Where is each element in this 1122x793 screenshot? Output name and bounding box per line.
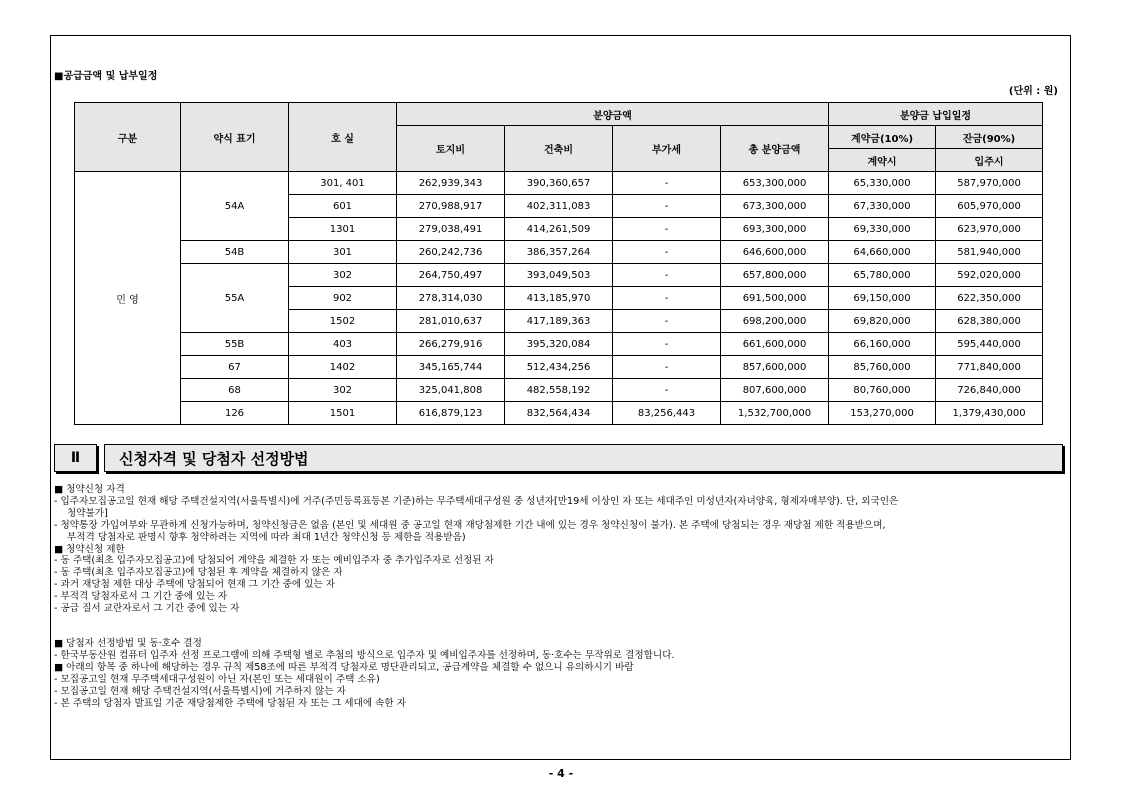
type-cell: 54B	[181, 241, 289, 264]
land-cell: 616,879,123	[397, 402, 505, 425]
deposit-cell: 80,760,000	[829, 379, 936, 402]
unit-cell: 301, 401	[289, 172, 397, 195]
balance-cell: 1,379,430,000	[936, 402, 1043, 425]
bullet-heading: ■ 청약신청 자격	[54, 484, 125, 495]
bullet-heading: ■ 청약신청 제한	[54, 543, 125, 555]
section-number: Ⅱ	[54, 444, 97, 472]
total-cell: 653,300,000	[721, 172, 829, 195]
land-cell: 266,279,916	[397, 333, 505, 356]
balance-cell: 605,970,000	[936, 195, 1043, 218]
table-row	[75, 333, 1043, 356]
table-row	[75, 356, 1043, 379]
list-item: - 청약통장 가입여부와 무관하게 신청가능하며, 청약신청금은 없음 (본인 및 세대원 중 공고일 현재 재당첨제한 기간 내에 있는 경우 청약신청이 불가). 본 주택에 당첨되는 경우 재당첨 제한 적용받으며,	[54, 519, 886, 531]
header-deposit-when: 계약시	[829, 149, 936, 172]
section-heading	[54, 440, 1065, 474]
land-cell: 345,165,744	[397, 356, 505, 379]
deposit-cell: 69,820,000	[829, 310, 936, 333]
balance-cell: 726,840,000	[936, 379, 1043, 402]
vat-cell: -	[613, 310, 721, 333]
building-cell: 402,311,083	[505, 195, 613, 218]
deposit-cell: 67,330,000	[829, 195, 936, 218]
type-cell: 55B	[181, 333, 289, 356]
land-cell: 279,038,491	[397, 218, 505, 241]
header-balance: 잔금(90%)	[936, 126, 1043, 149]
balance-cell: 622,350,000	[936, 287, 1043, 310]
total-cell: 673,300,000	[721, 195, 829, 218]
deposit-cell: 65,330,000	[829, 172, 936, 195]
section-heading-title: 신청자격 및 당첨자 선정방법	[104, 444, 1063, 472]
total-cell: 661,600,000	[721, 333, 829, 356]
balance-cell: 628,380,000	[936, 310, 1043, 333]
land-cell: 281,010,637	[397, 310, 505, 333]
type-cell: 54A	[181, 172, 289, 241]
header-sale-amount: 분양금액	[397, 103, 829, 126]
list-item: - 공급 질서 교란자로서 그 기간 중에 있는 자	[54, 603, 240, 615]
vat-cell: -	[613, 172, 721, 195]
bullet-heading: ■ 당첨자 선정방법 및 동·호수 결정	[54, 637, 202, 649]
land-cell: 278,314,030	[397, 287, 505, 310]
list-item: - 본 주택의 당첨자 발표일 기준 재당첨제한 주택에 당첨된 자 또는 그 세대에 속한 자	[54, 697, 406, 709]
balance-cell: 587,970,000	[936, 172, 1043, 195]
unit-cell: 301	[289, 241, 397, 264]
table-row	[75, 172, 1043, 195]
unit-cell: 1402	[289, 356, 397, 379]
body-text	[54, 484, 1064, 709]
type-cell: 67	[181, 356, 289, 379]
list-item: - 모집공고일 현재 해당 주택건설지역(서울특별시)에 거주하지 않는 자	[54, 685, 346, 697]
list-item: - 동 주택(최초 입주자모집공고)에 당첨되어 계약을 체결한 자 또는 예비입주자 중 추가입주자로 선정된 자	[54, 555, 494, 567]
balance-cell: 623,970,000	[936, 218, 1043, 241]
vat-cell: -	[613, 264, 721, 287]
total-cell: 698,200,000	[721, 310, 829, 333]
land-cell: 262,939,343	[397, 172, 505, 195]
header-balance-when: 입주시	[936, 149, 1043, 172]
section-title: ■공급금액 및 납부일정	[54, 71, 158, 82]
page-number: - 4 -	[548, 767, 574, 780]
type-cell: 68	[181, 379, 289, 402]
unit-cell: 302	[289, 379, 397, 402]
header-type: 약식 표기	[181, 103, 289, 172]
land-cell: 270,988,917	[397, 195, 505, 218]
building-cell: 832,564,434	[505, 402, 613, 425]
header-unit: 호 실	[289, 103, 397, 172]
total-cell: 693,300,000	[721, 218, 829, 241]
vat-cell: 83,256,443	[613, 402, 721, 425]
total-cell: 857,600,000	[721, 356, 829, 379]
list-item-continued: 청약불가]	[67, 507, 108, 519]
vat-cell: -	[613, 333, 721, 356]
list-item: - 모집공고일 현재 무주택세대구성원이 아닌 자(본인 또는 세대원이 주택 소유)	[54, 673, 380, 685]
table-row	[75, 241, 1043, 264]
category-cell: 민 영	[75, 172, 181, 425]
unit-cell: 302	[289, 264, 397, 287]
land-cell: 325,041,808	[397, 379, 505, 402]
unit-cell: 902	[289, 287, 397, 310]
type-cell: 55A	[181, 264, 289, 333]
vat-cell: -	[613, 379, 721, 402]
building-cell: 417,189,363	[505, 310, 613, 333]
table-row	[75, 379, 1043, 402]
table-row	[75, 264, 1043, 287]
total-cell: 646,600,000	[721, 241, 829, 264]
vat-cell: -	[613, 287, 721, 310]
header-total: 총 분양금액	[721, 126, 829, 172]
building-cell: 395,320,084	[505, 333, 613, 356]
building-cell: 386,357,264	[505, 241, 613, 264]
unit-cell: 403	[289, 333, 397, 356]
deposit-cell: 64,660,000	[829, 241, 936, 264]
list-item: - 과거 재당첨 제한 대상 주택에 당첨되어 현재 그 기간 중에 있는 자	[54, 579, 336, 591]
list-item: - 입주자모집공고일 현재 해당 주택건설지역(서울특별시)에 거주(주민등록표등본 기준)하는 무주택세대구성원 중 성년자[만19세 이상인 자 또는 세대주인 미성년자(자녀양육, 형제자매부양). 단, 외국인은	[54, 495, 899, 507]
header-land: 토지비	[397, 126, 505, 172]
building-cell: 482,558,192	[505, 379, 613, 402]
balance-cell: 771,840,000	[936, 356, 1043, 379]
bullet-heading: ■ 아래의 항목 중 하나에 해당하는 경우 규칙 제58조에 따른 부적격 당첨자로 명단관리되고, 공급계약을 체결할 수 없으니 유의하시기 바람	[54, 661, 634, 673]
building-cell: 390,360,657	[505, 172, 613, 195]
building-cell: 512,434,256	[505, 356, 613, 379]
header-deposit: 계약금(10%)	[829, 126, 936, 149]
table-row	[75, 402, 1043, 425]
header-schedule: 분양금 납입일정	[829, 103, 1043, 126]
land-cell: 260,242,736	[397, 241, 505, 264]
building-cell: 414,261,509	[505, 218, 613, 241]
total-cell: 807,600,000	[721, 379, 829, 402]
list-item: - 동 주택(최초 입주자모집공고)에 당첨된 후 계약을 체결하지 않은 자	[54, 567, 343, 579]
vat-cell: -	[613, 218, 721, 241]
header-building: 건축비	[505, 126, 613, 172]
unit-cell: 601	[289, 195, 397, 218]
header-vat: 부가세	[613, 126, 721, 172]
list-item-continued: 부적격 당첨자로 판명시 향후 청약하려는 지역에 따라 최대 1년간 청약신청 등 제한을 적용받음)	[67, 531, 466, 543]
deposit-cell: 69,150,000	[829, 287, 936, 310]
unit-label: (단위 : 원)	[1008, 86, 1058, 97]
land-cell: 264,750,497	[397, 264, 505, 287]
type-cell: 126	[181, 402, 289, 425]
deposit-cell: 66,160,000	[829, 333, 936, 356]
unit-cell: 1501	[289, 402, 397, 425]
header-category: 구분	[75, 103, 181, 172]
vat-cell: -	[613, 356, 721, 379]
building-cell: 393,049,503	[505, 264, 613, 287]
deposit-cell: 65,780,000	[829, 264, 936, 287]
deposit-cell: 85,760,000	[829, 356, 936, 379]
total-cell: 657,800,000	[721, 264, 829, 287]
deposit-cell: 153,270,000	[829, 402, 936, 425]
balance-cell: 592,020,000	[936, 264, 1043, 287]
total-cell: 1,532,700,000	[721, 402, 829, 425]
deposit-cell: 69,330,000	[829, 218, 936, 241]
unit-cell: 1301	[289, 218, 397, 241]
list-item: - 부적격 당첨자로서 그 기간 중에 있는 자	[54, 591, 228, 603]
building-cell: 413,185,970	[505, 287, 613, 310]
balance-cell: 581,940,000	[936, 241, 1043, 264]
price-table	[74, 102, 1043, 425]
balance-cell: 595,440,000	[936, 333, 1043, 356]
unit-cell: 1502	[289, 310, 397, 333]
total-cell: 691,500,000	[721, 287, 829, 310]
vat-cell: -	[613, 241, 721, 264]
list-item: - 한국부동산원 컴퓨터 입주자 선정 프로그램에 의해 주택형 별로 추첨의 방식으로 입주자 및 예비입주자를 선정하며, 동·호수는 무작위로 결정합니다.	[54, 649, 675, 661]
vat-cell: -	[613, 195, 721, 218]
